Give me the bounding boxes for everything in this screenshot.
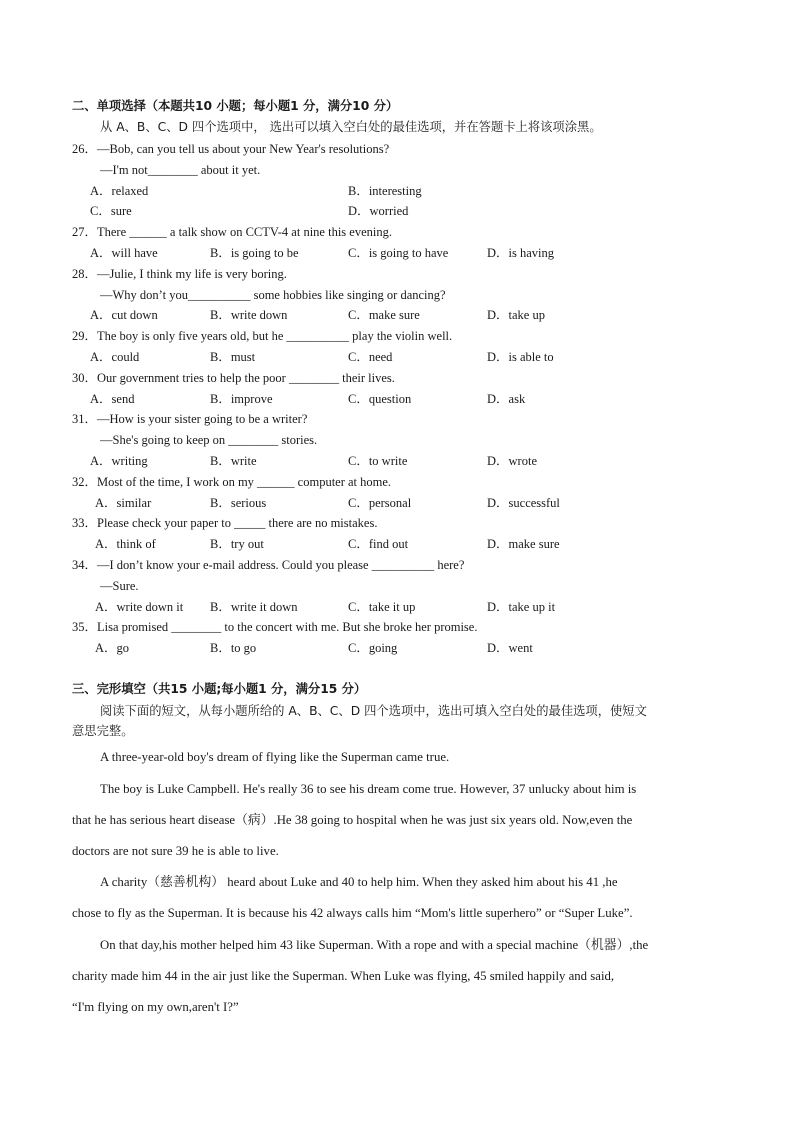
q34-line2: —Sure. (100, 579, 139, 593)
q29-option-d[interactable]: D．is able to (487, 350, 554, 364)
q33-option-b[interactable]: B．try out (210, 537, 264, 551)
q27-stem: 27．There ______ a talk show on CCTV-4 at nine this evening. (72, 225, 392, 239)
q29-stem: 29．The boy is only five years old, but he __________ play the violin well. (72, 329, 453, 343)
q31-option-b[interactable]: B．write (210, 454, 257, 468)
q33-option-a[interactable]: A．think of (95, 537, 156, 551)
q31-stem: 31．—How is your sister going to be a writer? (72, 412, 308, 426)
q29-option-b[interactable]: B．must (210, 350, 256, 364)
passage-line-1: The boy is Luke Campbell. He's really 36 to see his dream come true. However, 37 unlucky about him is (100, 782, 637, 796)
section2-instruction: 从 A、B、C、D 四个选项中， 选出可以填入空白处的最佳选项，并在答题卡上将该项涂黑。 (100, 120, 602, 134)
q32-option-a[interactable]: A．similar (95, 496, 152, 510)
q31-line2: —She's going to keep on ________ stories. (100, 433, 318, 447)
q33-option-c[interactable]: C．find out (348, 537, 409, 551)
q26-option-b[interactable]: B．interesting (348, 184, 422, 198)
q29-option-c[interactable]: C．need (348, 350, 393, 364)
q32-stem: 32．Most of the time, I work on my ______ computer at home. (72, 475, 392, 489)
q28-option-c[interactable]: C．make sure (348, 308, 420, 322)
q27-option-a[interactable]: A．will have (90, 246, 158, 260)
passage-line-3: doctors are not sure 39 he is able to live. (72, 844, 279, 858)
q35-stem: 35．Lisa promised ________ to the concert with me. But she broke her promise. (72, 620, 478, 634)
q30-stem: 30．Our government tries to help the poor ________ their lives. (72, 371, 395, 385)
q35-option-a[interactable]: A．go (95, 641, 130, 655)
q32-option-c[interactable]: C．personal (348, 496, 412, 510)
q32-option-d[interactable]: D．successful (487, 496, 560, 510)
passage-line-8: “I'm flying on my own,aren't I?” (72, 1000, 239, 1014)
q26-option-a[interactable]: A．relaxed (90, 184, 149, 198)
q27-option-b[interactable]: B．is going to be (210, 246, 299, 260)
q30-option-b[interactable]: B．improve (210, 392, 273, 406)
q32-option-b[interactable]: B．serious (210, 496, 267, 510)
section3-instruction-line1: 阅读下面的短文，从每小题所给的 A、B、C、D 四个选项中，选出可填入空白处的最佳选项，使短文 (100, 704, 647, 718)
q31-option-c[interactable]: C．to write (348, 454, 408, 468)
passage-line-7: charity made him 44 in the air just like the Superman. When Luke was flying, 45 smiled happily and said, (72, 969, 615, 983)
q28-stem: 28．—Julie, I think my life is very boring. (72, 267, 287, 281)
q26-option-d[interactable]: D．worried (348, 204, 409, 218)
q31-option-a[interactable]: A．writing (90, 454, 148, 468)
q30-option-c[interactable]: C．question (348, 392, 412, 406)
q35-option-b[interactable]: B．to go (210, 641, 257, 655)
passage-title-line: A three-year-old boy's dream of flying like the Superman came true. (100, 750, 450, 764)
passage-line-6: On that day,his mother helped him 43 like Superman. With a rope and with a special machine（机器）,the (100, 938, 649, 952)
q26-stem: 26．—Bob, can you tell us about your New Year's resolutions? (72, 142, 390, 156)
q34-stem: 34．—I don’t know your e-mail address. Could you please __________ here? (72, 558, 465, 572)
q33-stem: 33．Please check your paper to _____ there are no mistakes. (72, 516, 378, 530)
q28-option-a[interactable]: A．cut down (90, 308, 158, 322)
passage-line-5: chose to fly as the Superman. It is because his 42 always calls him “Mom's little superhero” or “Super Luke”. (72, 906, 633, 920)
passage-line-4: A charity（慈善机构） heard about Luke and 40 to help him. When they asked him about his 41 ,he (100, 875, 618, 889)
q34-option-c[interactable]: C．take it up (348, 600, 416, 614)
q34-option-a[interactable]: A．write down it (95, 600, 184, 614)
section3-heading: 三、完形填空（共15 小题;每小题1 分，满分15 分） (72, 682, 367, 696)
passage-line-2: that he has serious heart disease（病）.He 38 going to hospital when he was just six years old. Now,even the (72, 813, 633, 827)
q28-line2: —Why don’t you__________ some hobbies like singing or dancing? (100, 288, 446, 302)
q33-option-d[interactable]: D．make sure (487, 537, 560, 551)
q28-option-d[interactable]: D．take up (487, 308, 545, 322)
q27-option-d[interactable]: D．is having (487, 246, 555, 260)
q35-option-d[interactable]: D．went (487, 641, 533, 655)
q26-line2: —I'm not________ about it yet. (100, 163, 261, 177)
section3-instruction-line2: 意思完整。 (72, 724, 134, 738)
section2-heading: 二、单项选择（本题共10 小题；每小题1 分，满分10 分） (72, 99, 399, 113)
q30-option-a[interactable]: A．send (90, 392, 135, 406)
q31-option-d[interactable]: D．wrote (487, 454, 537, 468)
q29-option-a[interactable]: A．could (90, 350, 140, 364)
q26-option-c[interactable]: C．sure (90, 204, 132, 218)
q28-option-b[interactable]: B．write down (210, 308, 288, 322)
q35-option-c[interactable]: C．going (348, 641, 398, 655)
q30-option-d[interactable]: D．ask (487, 392, 526, 406)
q34-option-d[interactable]: D．take up it (487, 600, 556, 614)
q27-option-c[interactable]: C．is going to have (348, 246, 449, 260)
q34-option-b[interactable]: B．write it down (210, 600, 298, 614)
